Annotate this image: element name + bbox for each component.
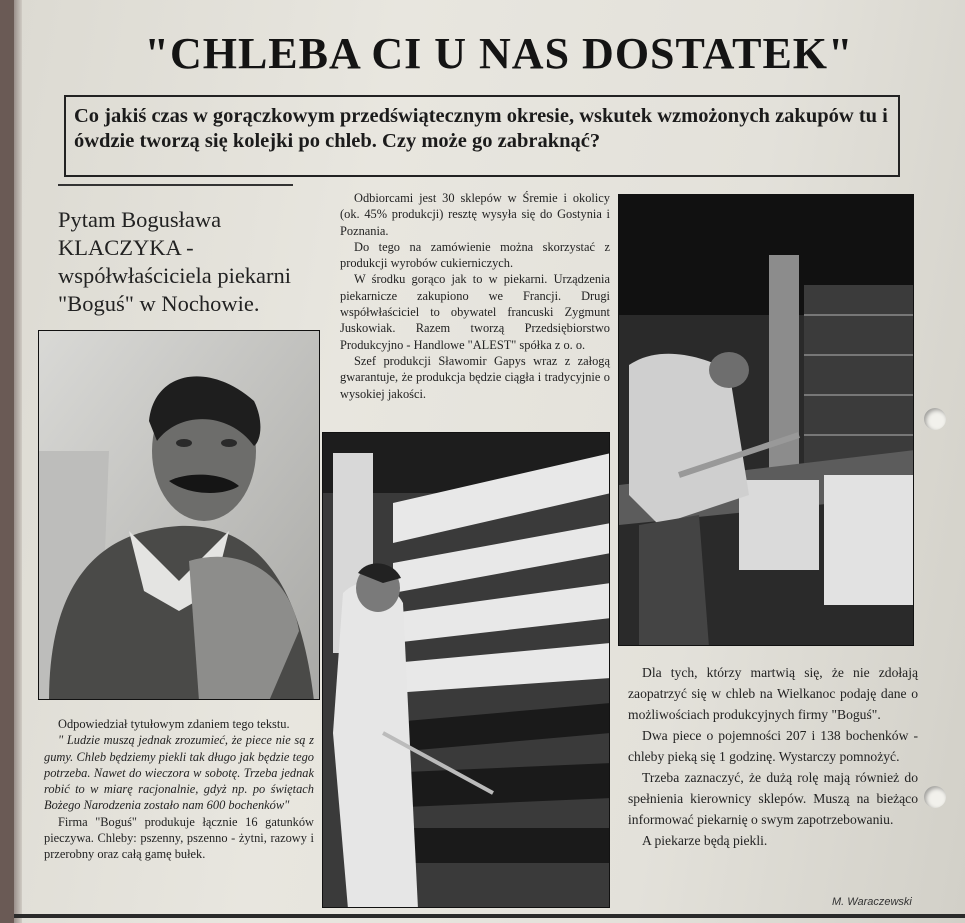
middle-column	[340, 190, 610, 402]
headline: "CHLEBA CI U NAS DOSTATEK"	[144, 29, 854, 78]
right-column	[628, 662, 918, 851]
right-paragraph: A piekarze będą piekli.	[642, 833, 768, 848]
right-paragraph: Trzeba zaznaczyć, że dużą rolę mają również do spełnienia kierownicy sklepów. Muszą na bieżąco informować piekarnię o swym zapotrzebowaniu.	[628, 770, 918, 827]
bakery-oven-photo	[618, 194, 914, 646]
quote-paragraph: " Ludzie muszą jednak zrozumieć, że piece nie są z gumy. Chleb będziemy piekli tak długo jak będzie tego potrzeba. Nawet do wieczora w sobotę. Trzeba jednak robić to w miarę racjonalnie, gdyż np. po świętach Bożego Narodzenia zostało nam 600 bochenków"	[44, 733, 314, 813]
left-column	[44, 716, 314, 863]
racks-image	[323, 433, 610, 908]
lead-text: Co jakiś czas w gorączkowym przedświątecznym okresie, wskutek wzmożonych zakupów tu i ówdzie tworzą się kolejki po chleb. Czy może go zabraknąć?	[74, 105, 888, 152]
binder-edge	[14, 0, 22, 923]
middle-paragraph: Szef produkcji Sławomir Gapys wraz z załogą gwarantuje, że produkcja będzie ciągła i tradycyjnie o wysokiej jakości.	[340, 353, 610, 401]
middle-paragraph: Odbiorcami jest 30 sklepów w Śremie i okolicy (ok. 45% produkcji) resztę wysyła się do Gostynia i Poznania.	[340, 191, 610, 238]
middle-paragraph: Do tego na zamówienie można skorzystać z produkcji wyrobów cukierniczych.	[340, 239, 610, 271]
newspaper-page	[14, 0, 965, 923]
right-paragraph: Dwa piece o pojemności 207 i 138 bochenków - chleby pieką się 1 godzinę. Wystarczy pomnożyć.	[628, 728, 918, 764]
closing-paragraph: Firma "Boguś" produkuje łącznie 16 gatunków pieczywa. Chleby: pszenny, pszenno - żytni, razowy i przerobny oraz całą gamę bułek.	[44, 814, 314, 862]
intro-rule	[58, 184, 293, 186]
oven-image	[619, 195, 914, 646]
punch-hole	[924, 786, 946, 808]
bread-racks-photo	[322, 432, 610, 908]
author-signature: M. Waraczewski	[832, 896, 912, 908]
right-paragraph: Dla tych, którzy martwią się, że nie zdołają zaopatrzyć się w chleb na Wielkanoc podaję dane o możliwościach produkcyjnych firmy "Boguś".	[628, 665, 918, 722]
portrait-image	[39, 331, 320, 700]
answer-paragraph: Odpowiedział tytułowym zdaniem tego tekstu.	[58, 717, 290, 731]
middle-paragraph: W środku gorąco jak to w piekarni. Urządzenia piekarnicze zakupiono we Francji. Drugi współwłaściciel to obywatel francuski Zygmunt Juskowiak. Razem tworzą Przedsiębiorstwo Produkcyjno - Handlowe "ALEST" spółka z o. o.	[340, 272, 610, 352]
bottom-rule	[14, 914, 965, 918]
intro-text: Pytam Bogusława KLACZYKA - współwłaściciela piekarni "Boguś" w Nochowie.	[58, 207, 292, 316]
punch-hole	[924, 408, 946, 430]
portrait-photo	[38, 330, 320, 700]
